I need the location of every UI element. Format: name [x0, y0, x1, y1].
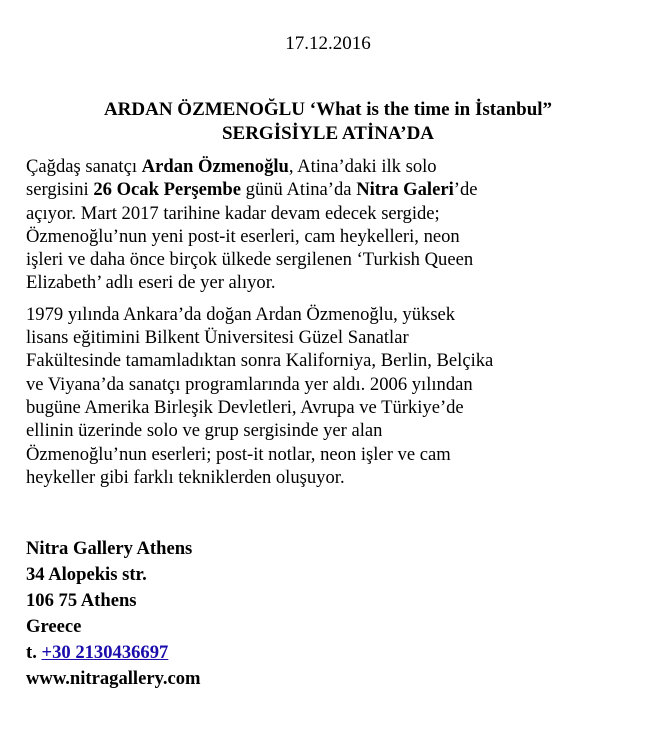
- text-run: sergisini: [26, 179, 94, 201]
- paragraph-line: [26, 178, 636, 201]
- text-run: Çağdaş sanatçı: [26, 156, 142, 177]
- gallery-name: Nitra Galeri: [356, 179, 454, 201]
- paragraph-line: Özmenoğlu’nun eserleri; post-it notlar, neon işler ve cam: [26, 443, 451, 465]
- contact-gallery: Nitra Gallery Athens: [26, 538, 193, 559]
- paragraph-line: işleri ve daha önce birçok ülkede sergilenen ‘Turkish Queen: [26, 249, 474, 271]
- paragraph-line: Özmenoğlu’nun yeni post-it eserleri, cam heykelleri, neon: [26, 225, 460, 247]
- paragraph-line: ellinin üzerinde solo ve grup sergisinde yer alan: [26, 420, 383, 442]
- contact-block: [26, 536, 626, 692]
- text-run: günü Atina’da: [241, 179, 357, 201]
- headline-line-1: ARDAN ÖZMENOĞLU ‘What is the time in İstanbul”: [103, 99, 553, 120]
- contact-phone-row: [26, 640, 626, 666]
- text-run: ’de: [453, 179, 478, 201]
- paragraph-line: açıyor. Mart 2017 tarihine kadar devam edecek sergide;: [26, 202, 440, 224]
- headline: [20, 98, 636, 146]
- article-body: [26, 155, 636, 497]
- paragraph-line: Fakültesinde tamamladıktan sonra Kaliforniya, Berlin, Belçika: [26, 350, 494, 372]
- paragraph-line: bugüne Amerika Birleşik Devletleri, Avrupa ve Türkiye’de: [26, 396, 464, 418]
- paragraph-line: Elizabeth’ adlı eseri de yer alıyor.: [26, 272, 276, 294]
- text-run: , Atina’daki ilk solo: [288, 156, 437, 177]
- paragraph-line: 1979 yılında Ankara’da doğan Ardan Özmenoğlu, yüksek: [26, 303, 456, 325]
- opening-date: 26 Ocak Perşembe: [93, 179, 242, 201]
- paragraph-biography: [26, 303, 636, 489]
- contact-city: 106 75 Athens: [26, 590, 137, 611]
- paragraph-line: ve Viyana’da sanatçı programlarında yer aldı. 2006 yılından: [26, 373, 473, 395]
- contact-street: 34 Alopekis str.: [26, 564, 147, 585]
- contact-country: Greece: [26, 616, 82, 637]
- phone-link[interactable]: +30 2130436697: [41, 642, 169, 663]
- phone-prefix: t.: [26, 642, 42, 663]
- paragraph-line: heykeller gibi farklı tekniklerden oluşuyor.: [26, 466, 345, 488]
- paragraph-line: [26, 155, 636, 178]
- paragraph-intro: [26, 155, 636, 295]
- contact-website[interactable]: www.nitragallery.com: [26, 668, 201, 689]
- headline-line-2: SERGİSİYLE ATİNA’DA: [221, 123, 435, 144]
- artist-name: Ardan Özmenoğlu: [141, 156, 289, 177]
- paragraph-line: lisans eğitimini Bilkent Üniversitesi Güzel Sanatlar: [26, 327, 409, 349]
- document-date: 17.12.2016: [285, 33, 371, 54]
